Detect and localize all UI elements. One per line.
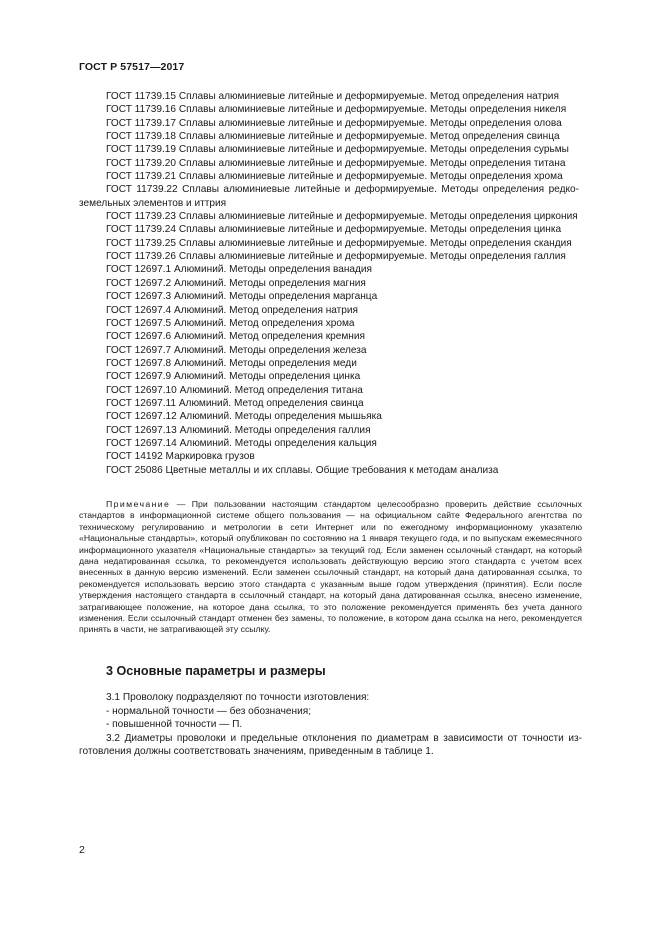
page-number: 2 [79, 844, 85, 856]
reference-item: ГОСТ 11739.17 Сплавы алюминиевые литейные и деформируемые. Методы определения олова [106, 117, 562, 129]
normative-references-list [79, 90, 579, 477]
clause-3-2: 3.2 Диаметры проволоки и предельные отклонения по диаметрам в зависимости от точности изготовления должны соответствовать значениям, приведенным в таблице 1. [79, 732, 582, 757]
document-header: ГОСТ Р 57517—2017 [79, 61, 185, 73]
reference-item: ГОСТ 11739.19 Сплавы алюминиевые литейные и деформируемые. Методы определения сурьмы [106, 144, 569, 156]
note-text: — При пользовании настоящим стандартом целесообразно проверить действие ссылочных стандартов в информационной системе общего пользования — на официальном сайте Федерального агентства по техническому регулированию и метрологии в сети Интернет или по ежегодному информационному указателю «Национальные стандарты», который опубликован по состоянию на 1 января текущего года, и по выпускам ежемесячного информационного указателя «Национальные стандарты» за текущий год. Если заменен ссылочный стандарт, на который дана недатированная ссылка, то рекомендуется использовать действующую версию этого стандарта с учетом всех внесенных в данную версию изменений. Если заменен ссылочный стандарт, на который дана датированная ссылка, то рекомендуется использовать версию этого стандарта с указанным выше годом утверждения (принятия). Если после утверждения настоящего стандарта в ссылочный стандарт, на который дана датированная ссылка, внесено изменение, затрагивающее положение, на которое дана ссылка, то это положение рекомендуется применять без учета данного изменения. Если ссылочный стандарт отменен без замены, то положение, в котором дана ссылка на него, рекомендуется принять в части, не затрагивающей эту ссылку. [79, 499, 582, 635]
reference-item: ГОСТ 11739.16 Сплавы алюминиевые литейные и деформируемые. Методы определения никеля [106, 104, 567, 116]
reference-item: ГОСТ 11739.26 Сплавы алюминиевые литейные и деформируемые. Методы определения галлия [106, 251, 566, 263]
reference-item: ГОСТ 12697.7 Алюминий. Методы определения железа [106, 344, 367, 356]
reference-item: ГОСТ 11739.21 Сплавы алюминиевые литейные и деформируемые. Методы определения хрома [106, 171, 563, 183]
reference-item: ГОСТ 11739.18 Сплавы алюминиевые литейные и деформируемые. Метод определения свинца [106, 131, 560, 143]
clause-3-1: 3.1 Проволоку подразделяют по точности изготовления: [106, 692, 370, 703]
reference-item: ГОСТ 11739.25 Сплавы алюминиевые литейные и деформируемые. Методы определения скандия [106, 237, 572, 249]
list-item: - повышенной точности — П. [106, 719, 243, 730]
section-body [79, 691, 582, 759]
reference-item: ГОСТ 12697.10 Алюминий. Метод определения титана [106, 384, 363, 396]
reference-item: ГОСТ 12697.11 Алюминий. Метод определения свинца [106, 397, 364, 409]
reference-item: ГОСТ 12697.2 Алюминий. Методы определения магния [106, 277, 366, 289]
note-paragraph [79, 499, 582, 636]
reference-item: ГОСТ 11739.15 Сплавы алюминиевые литейные и деформируемые. Метод определения натрия [106, 91, 559, 102]
reference-item: ГОСТ 12697.6 Алюминий. Метод определения кремния [106, 331, 365, 343]
reference-item: ГОСТ 11739.22 Сплавы алюминиевые литейные и деформируемые. Методы определения редкоземельных элементов и иттрия [79, 184, 579, 209]
note-label: Примечание [106, 499, 171, 509]
reference-item: ГОСТ 11739.23 Сплавы алюминиевые литейные и деформируемые. Методы определения циркония [106, 211, 578, 223]
reference-item: ГОСТ 12697.9 Алюминий. Методы определения цинка [106, 371, 361, 383]
reference-item: ГОСТ 12697.5 Алюминий. Метод определения хрома [106, 317, 355, 329]
section-title: 3 Основные параметры и размеры [106, 664, 326, 678]
reference-item: ГОСТ 14192 Маркировка грузов [106, 451, 255, 463]
reference-item: ГОСТ 11739.24 Сплавы алюминиевые литейные и деформируемые. Методы определения цинка [106, 224, 562, 236]
reference-item: ГОСТ 12697.1 Алюминий. Методы определения ванадия [106, 264, 373, 276]
reference-item: ГОСТ 12697.3 Алюминий. Методы определения марганца [106, 291, 378, 303]
reference-item: ГОСТ 12697.4 Алюминий. Метод определения натрия [106, 304, 359, 316]
reference-item: ГОСТ 12697.14 Алюминий. Методы определения кальция [106, 437, 377, 449]
reference-item: ГОСТ 25086 Цветные металлы и их сплавы. Общие требования к методам анализа [106, 464, 499, 476]
reference-item: ГОСТ 12697.8 Алюминий. Методы определения меди [106, 357, 357, 369]
reference-item: ГОСТ 11739.20 Сплавы алюминиевые литейные и деформируемые. Методы определения титана [106, 157, 566, 169]
list-item: - нормальной точности — без обозначения; [106, 705, 311, 717]
reference-item: ГОСТ 12697.12 Алюминий. Методы определения мышьяка [106, 411, 382, 423]
reference-item: ГОСТ 12697.13 Алюминий. Методы определения галлия [106, 424, 371, 436]
